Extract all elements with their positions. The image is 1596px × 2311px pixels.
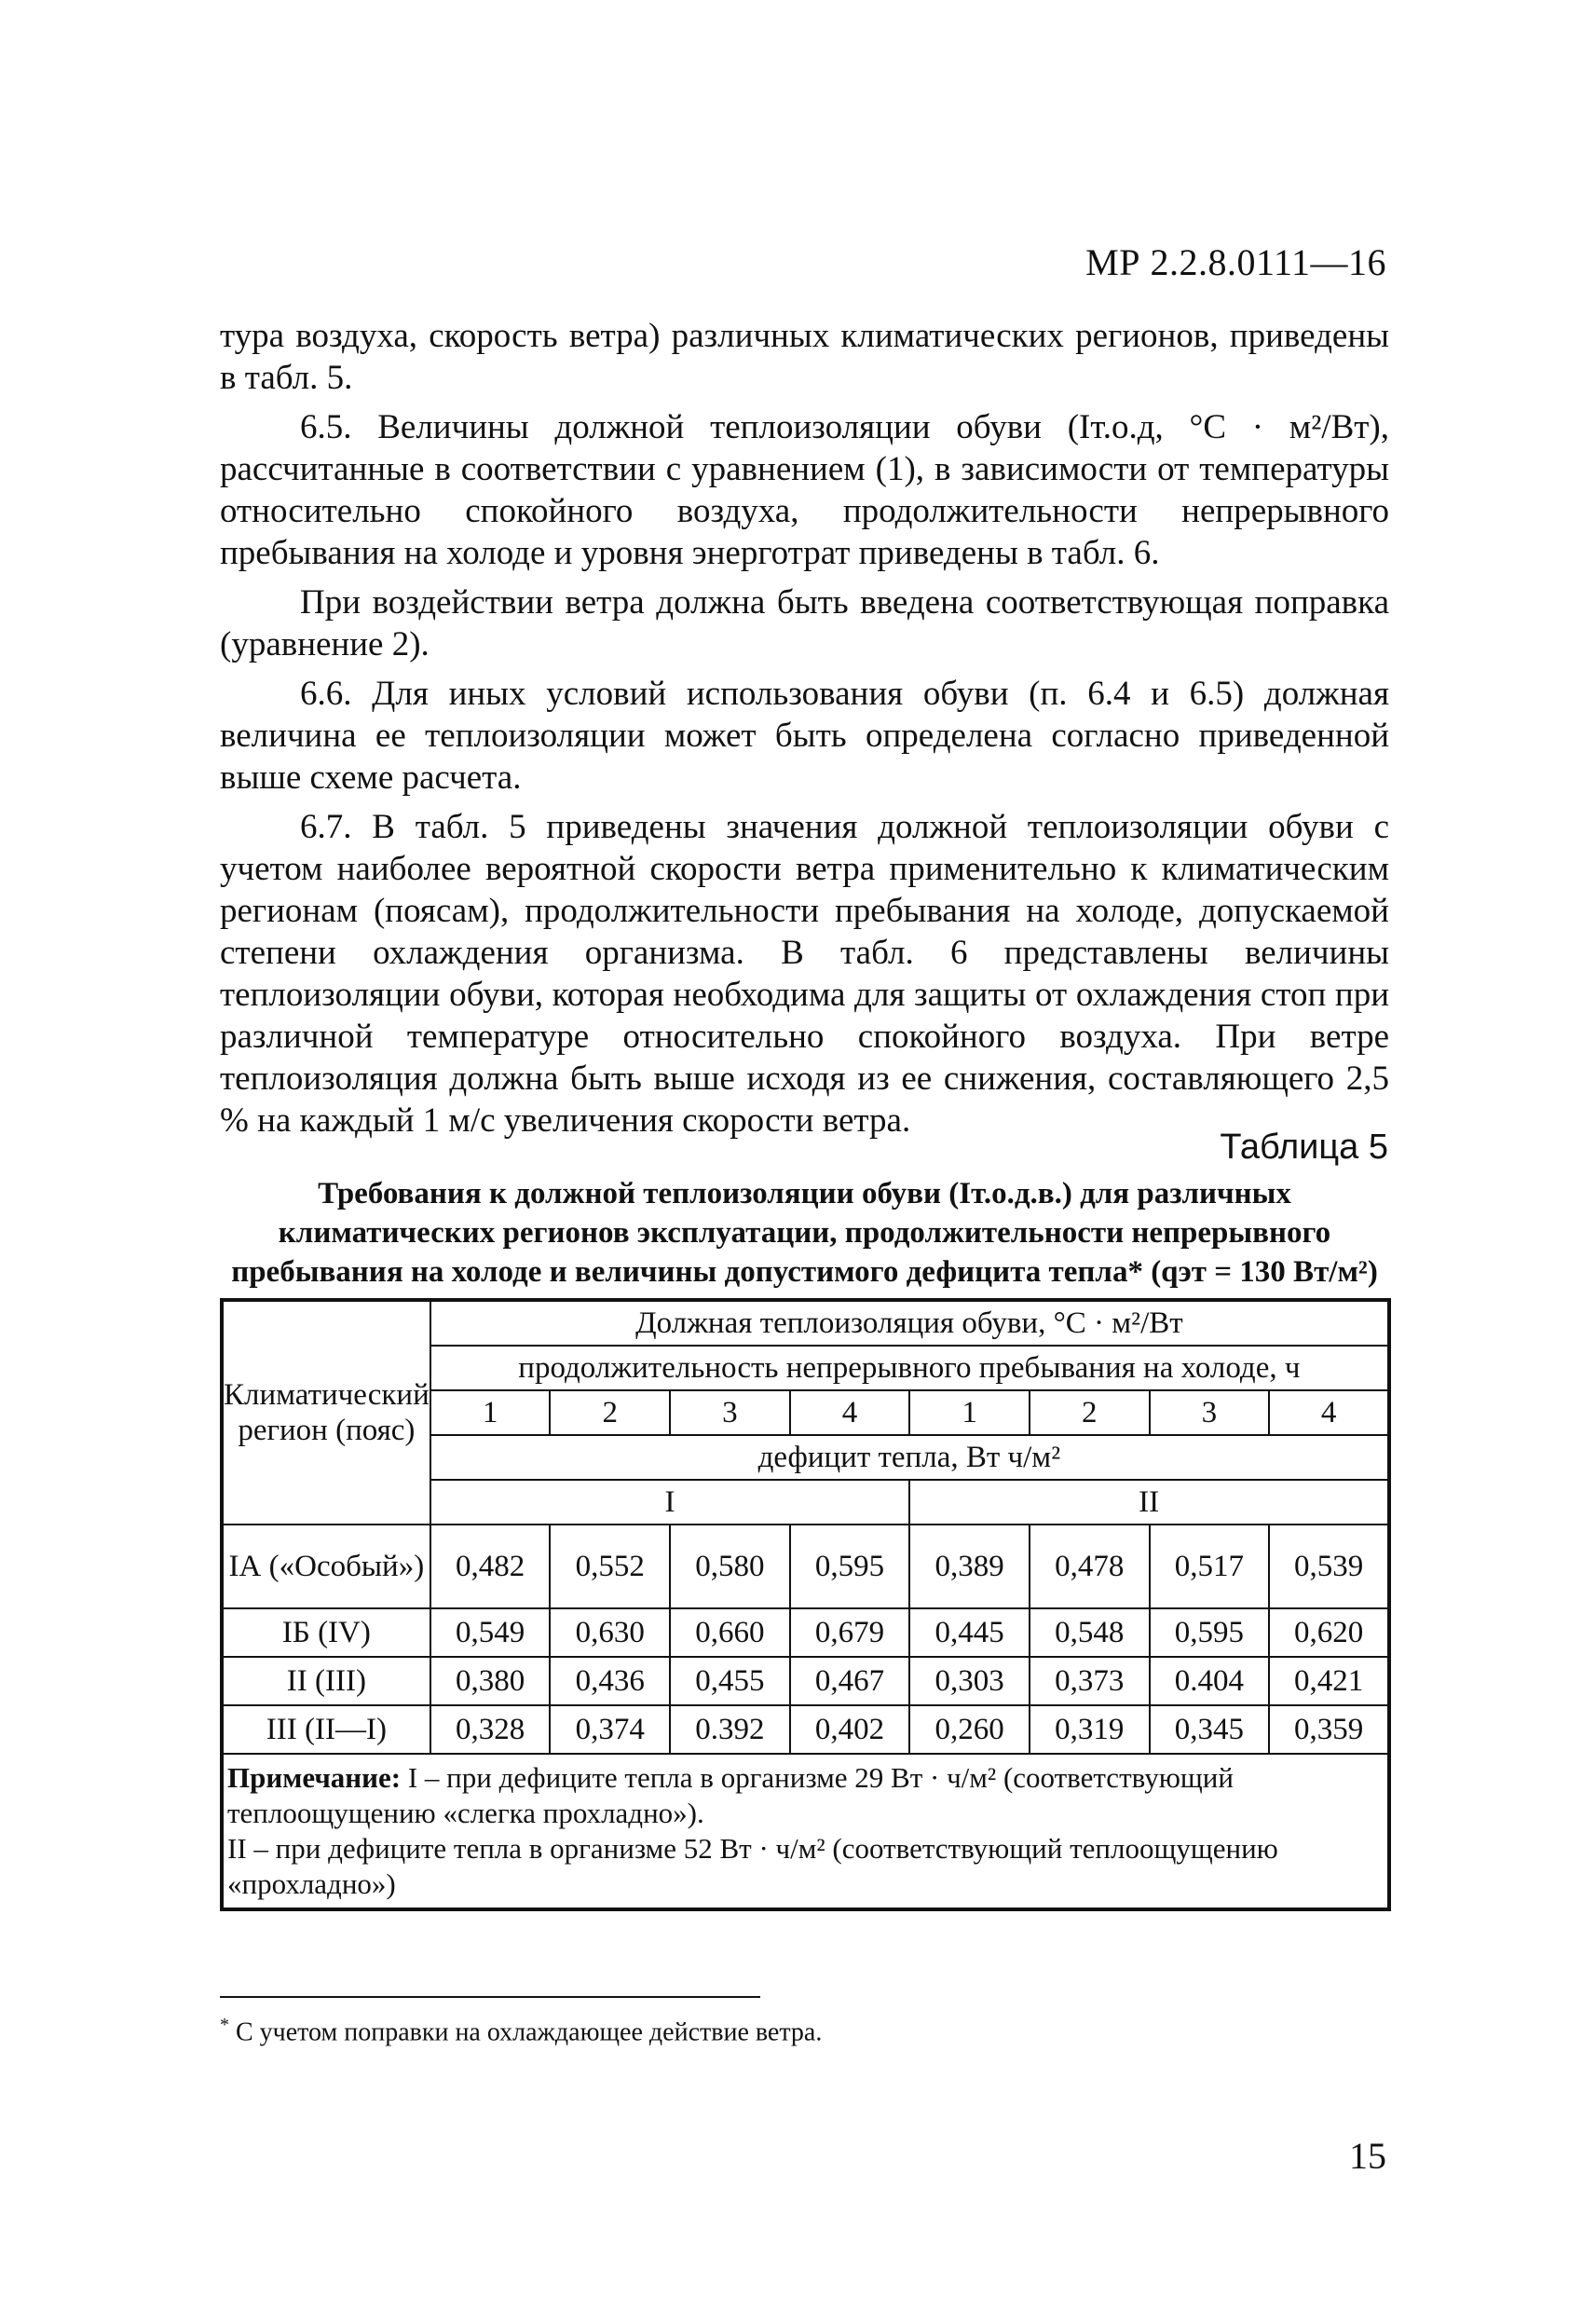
value-cell: 0,421 [1269,1657,1389,1705]
value-cell: 0,380 [430,1657,551,1705]
paragraph: При воздействии ветра должна быть введена соответствующая поправка (уравнение 2). [220,583,1389,663]
hour-cell: 2 [550,1390,670,1435]
region-cell: II (III) [222,1657,430,1705]
hour-cell: 4 [1269,1390,1389,1435]
hour-cell: 3 [1150,1390,1270,1435]
footnote [220,2015,822,2047]
document-code: МР 2.2.8.0111—16 [1085,241,1386,283]
table-row [222,1705,1389,1754]
body-text [220,315,1389,1149]
table-row [222,1608,1389,1657]
paragraph: тура воздуха, скорость ветра) различных климатических регионов, приведены в табл. 5. [220,317,1389,397]
group-header: I [430,1480,910,1525]
value-cell: 0,548 [1030,1608,1150,1657]
value-cell: 0,319 [1030,1705,1150,1754]
value-cell: 0,467 [790,1657,910,1705]
deficit-header: дефицит тепла, Вт ч/м² [430,1435,1389,1480]
value-cell: 0,552 [550,1525,670,1608]
value-cell: 0,359 [1269,1705,1389,1754]
value-cell: 0.392 [670,1705,790,1754]
note-label: Примечание: [227,1761,402,1794]
footnote-divider [220,1996,760,1998]
value-cell: 0,260 [909,1705,1030,1754]
footnote-text: С учетом поправки на охлаждающее действие ветра. [236,2017,823,2047]
value-cell: 0,679 [790,1608,910,1657]
note-text-2: II – при дефиците тепла в организме 52 Вт · ч/м² (соответствующий теплоощущению «прохладно») [227,1832,1278,1900]
value-cell: 0,389 [909,1525,1030,1608]
value-cell: 0,482 [430,1525,551,1608]
paragraph: 6.7. В табл. 5 приведены значения должной теплоизоляции обуви с учетом наиболее вероятной скорости ветра применительно к климатическим регионам (поясам), продолжительности пребывания на холоде, допускаемой степени охлаждения организма. В табл. 6 представлены величины теплоизоляции обуви, которая необходима для защиты от охлаждения стоп при различной температуре относительно спокойного воздуха. При ветре теплоизоляция должна быть выше исходя из ее снижения, составляющего 2,5 % на каждый 1 м/с увеличения скорости ветра. [220,808,1389,1140]
value-cell: 0,595 [790,1525,910,1608]
value-cell: 0,660 [670,1608,790,1657]
requirements-table [220,1298,1391,1911]
caption-line: климатических регионов эксплуатации, продолжительности непрерывного [278,1216,1331,1250]
table-row [222,1525,1389,1608]
value-cell: 0,345 [1150,1705,1270,1754]
duration-header: продолжительность непрерывного пребывания на холоде, ч [430,1346,1389,1390]
caption-line: Требования к должной теплоизоляции обуви (Iт.о.д.в.) для различных [318,1177,1291,1210]
caption-line: пребывания на холоде и величины допустимого дефицита тепла* (qэт = 130 Вт/м²) [231,1255,1378,1289]
value-cell: 0,539 [1269,1525,1389,1608]
footnote-marker: * [220,2015,229,2035]
value-cell: 0,478 [1030,1525,1150,1608]
hour-cell: 1 [909,1390,1030,1435]
paragraph: 6.6. Для иных условий использования обуви (п. 6.4 и 6.5) должная величина ее теплоизоляции может быть определена согласно приведенной выше схеме расчета. [220,675,1389,797]
note-line-1 [227,1760,1384,1831]
main-header: Должная теплоизоляция обуви, °С · м²/Вт [430,1300,1389,1346]
region-cell: III (II—I) [222,1705,430,1754]
value-cell: 0,595 [1150,1608,1270,1657]
hour-cell: 2 [1030,1390,1150,1435]
value-cell: 0,517 [1150,1525,1270,1608]
value-cell: 0,549 [430,1608,551,1657]
value-cell: 0,402 [790,1705,910,1754]
region-cell: IА («Особый») [222,1525,430,1608]
value-cell: 0,580 [670,1525,790,1608]
hour-cell: 1 [430,1390,551,1435]
region-header: Климатический регион (пояс) [222,1300,430,1525]
value-cell: 0,374 [550,1705,670,1754]
paragraph: 6.5. Величины должной теплоизоляции обуви (Iт.о.д, °С · м²/Вт), рассчитанные в соответствии с уравнением (1), в зависимости от температуры относительно спокойного воздуха, продолжительности непрерывного пребывания на холоде и уровня энерготрат приведены в табл. 6. [220,408,1389,572]
value-cell: 0,436 [550,1657,670,1705]
page-number: 15 [1349,2135,1386,2177]
value-cell: 0,455 [670,1657,790,1705]
note-text-1: I – при дефиците тепла в организме 29 Вт · ч/м² (соответствующий теплоощущению «слегка прохладно»). [227,1761,1234,1829]
value-cell: 0,303 [909,1657,1030,1705]
value-cell: 0,630 [550,1608,670,1657]
value-cell: 0,328 [430,1705,551,1754]
value-cell: 0,445 [909,1608,1030,1657]
table-caption [220,1174,1389,1292]
hour-cell: 4 [790,1390,910,1435]
region-cell: IБ (IV) [222,1608,430,1657]
value-cell: 0,620 [1269,1608,1389,1657]
group-header: II [909,1480,1389,1525]
value-cell: 0,373 [1030,1657,1150,1705]
value-cell: 0.404 [1150,1657,1270,1705]
table-row [222,1657,1389,1705]
table-note [222,1754,1389,1909]
table-label: Таблица 5 [1220,1128,1388,1167]
hour-cell: 3 [670,1390,790,1435]
